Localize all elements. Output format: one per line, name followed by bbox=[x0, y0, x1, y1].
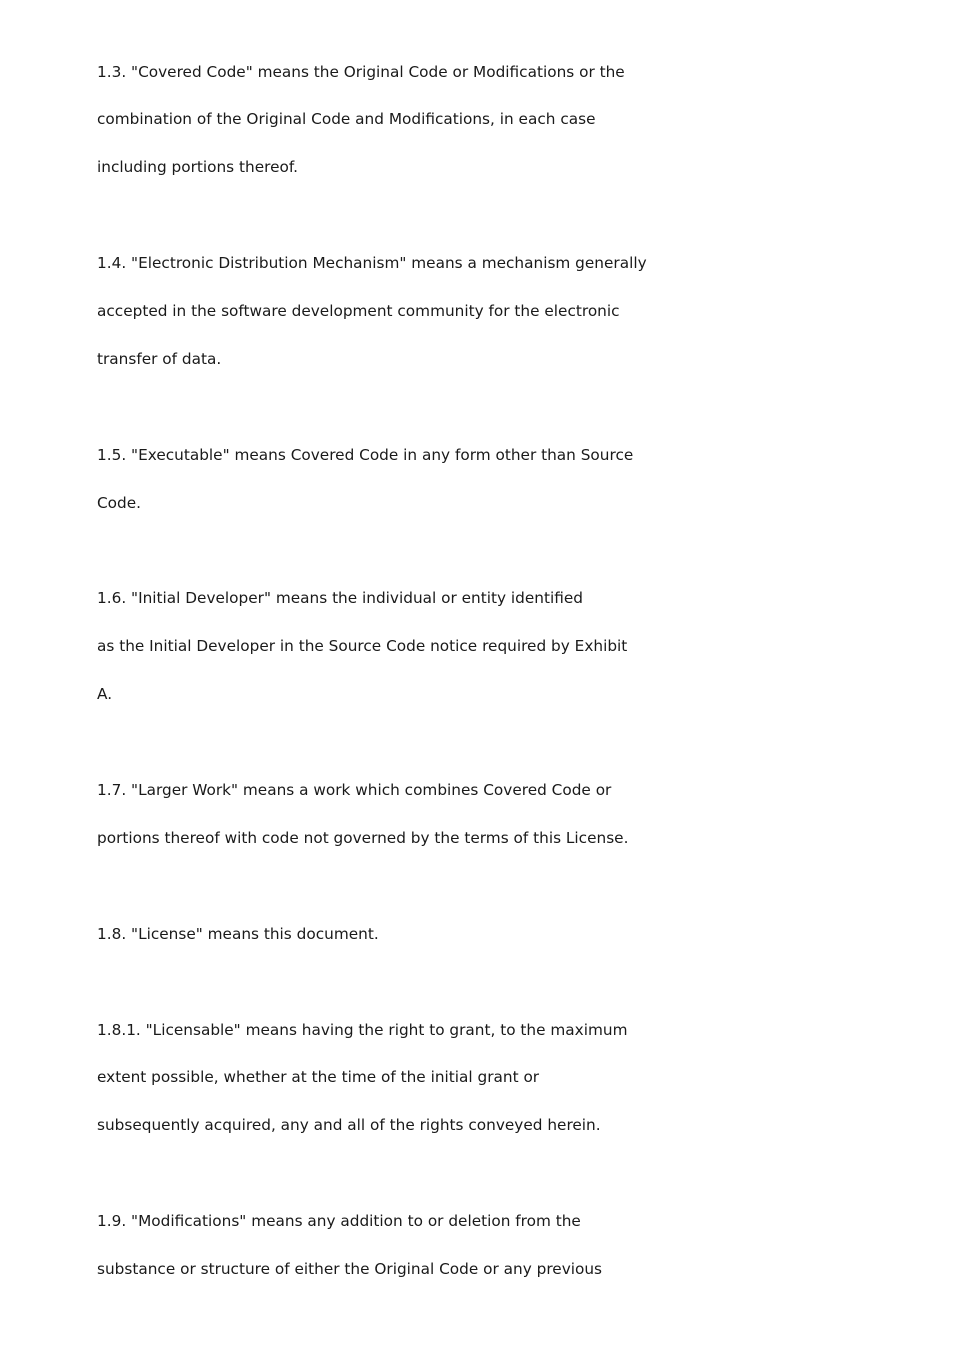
definition-1-3-line-3: including portions thereof. bbox=[97, 158, 298, 176]
definition-1-3-line-1: 1.3. "Covered Code" means the Original Code or Modifications or the bbox=[97, 63, 625, 81]
definition-1-5-line-1: 1.5. "Executable" means Covered Code in any form other than Source bbox=[97, 446, 634, 464]
definition-1-6-line-3: A. bbox=[97, 685, 113, 703]
definition-1-3-line-2: combination of the Original Code and Modifications, in each case bbox=[97, 110, 596, 128]
definition-1-7-line-2: portions thereof with code not governed by the terms of this License. bbox=[97, 829, 629, 847]
definition-1-5-line-2: Code. bbox=[97, 494, 142, 512]
definition-1-4-line-2: accepted in the software development community for the electronic bbox=[97, 302, 620, 320]
definition-1-4-line-3: transfer of data. bbox=[97, 350, 222, 368]
definition-1-8-1-line-1: 1.8.1. "Licensable" means having the right to grant, to the maximum bbox=[97, 1021, 628, 1039]
definition-1-9-line-1: 1.9. "Modifications" means any addition to or deletion from the bbox=[97, 1212, 581, 1230]
definition-1-6-line-1: 1.6. "Initial Developer" means the individual or entity identified bbox=[97, 589, 583, 607]
definition-1-8-line-1: 1.8. "License" means this document. bbox=[97, 925, 379, 943]
definition-1-9-line-2: substance or structure of either the Original Code or any previous bbox=[97, 1260, 603, 1278]
definition-1-7-line-1: 1.7. "Larger Work" means a work which combines Covered Code or bbox=[97, 781, 612, 799]
definition-1-8-1-line-2: extent possible, whether at the time of the initial grant or bbox=[97, 1068, 540, 1086]
definition-1-8-1-line-3: subsequently acquired, any and all of the rights conveyed herein. bbox=[97, 1116, 601, 1134]
definition-1-6-line-2: as the Initial Developer in the Source Code notice required by Exhibit bbox=[97, 637, 628, 655]
definition-1-4-line-1: 1.4. "Electronic Distribution Mechanism" means a mechanism generally bbox=[97, 254, 647, 272]
